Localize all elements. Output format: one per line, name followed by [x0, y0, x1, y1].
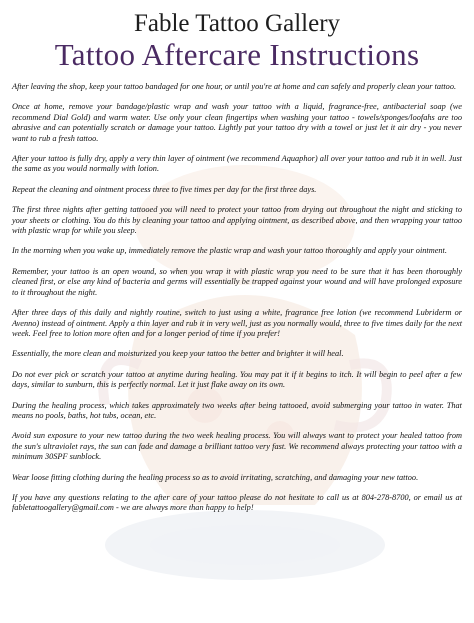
paragraph: Once at home, remove your bandage/plastic wrap and wash your tattoo with a liquid, fragrance-free, antibacterial soap (we recommend Dial Gold) and warm water. Use only your clean fingertips when washing your tattoo - towels/sponges/loofahs are too abrasive and can potentially scratch or damage your tattoo. Lightly pat your tattoo dry with a towel or just let it air dry - you never want to rub a fresh tattoo.: [12, 102, 462, 143]
paragraph: In the morning when you wake up, immediately remove the plastic wrap and wash your tattoo thoroughly and apply your ointment.: [12, 246, 447, 256]
paragraph: After leaving the shop, keep your tattoo bandaged for one hour, or until you're at home and can safely and properly clean your tattoo.: [12, 82, 457, 91]
paragraph: Essentially, the more clean and moisturized you keep your tattoo the better and brighter it will heal.: [12, 349, 344, 359]
paragraph: Wear loose fitting clothing during the healing process so as to avoid irritating, scratching, and damaging your new tattoo.: [12, 472, 419, 482]
paragraph: Remember, your tattoo is an open wound, so when you wrap it with plastic wrap you need to be sure that it has been thoroughly cleaned first, or else any kind of bacteria and germs will essentially be trapped against your wound and will have prolonged exposure to it throughout the night.: [12, 266, 462, 297]
gallery-name: Fable Tattoo Gallery: [133, 10, 341, 37]
paragraph: During the healing process, which takes approximately two weeks after being tattooed, avoid submerging your tattoo in water. That means no pools, baths, hot tubs, ocean, etc.: [12, 400, 462, 420]
paragraph: After three days of this daily and nightly routine, switch to just using a white, fragrance free lotion (we recommend Lubriderm or Avenno) instead of ointment. Apply a thin layer and rub it in very well, just as you normally would, three to five times daily for the next week. Feel free to lotion more often and for a longer period of time if you prefer!: [12, 308, 462, 338]
document-title: Tattoo Aftercare Instructions: [54, 37, 420, 72]
paragraph: Avoid sun exposure to your new tattoo during the two week healing process. You will always want to protect your healed tattoo from the sun's ultraviolet rays, the sun can fade and damage a brilliant tattoo very fast. We recommend always protecting your tattoo with a minimum 30SPF sunblock.: [12, 431, 462, 462]
contact-paragraph: If you have any questions relating to the after care of your tattoo please do not hesitate to call us at 804-278-8700, or email us at fabletattoogallery@gmail.com - we are always more than happy to help!: [12, 492, 462, 513]
aftercare-document: [0, 10, 474, 514]
paragraph: The first three nights after getting tattooed you will need to protect your tattoo from drying out throughout the night and sticking to your sheets or clothing. You do this by cleaning your tattoo and applying ointment, as described above, and then wrapping your tattoo with plastic wrap for while you sleep.: [12, 205, 462, 236]
paragraph: Repeat the cleaning and ointment process three to five times per day for the first three days.: [12, 184, 317, 194]
paragraph: After your tattoo is fully dry, apply a very thin layer of ointment (we recommend Aquaphor) all over your tattoo and rub it in well. Just the same as you would normally with lotion.: [12, 154, 462, 174]
paragraph: Do not ever pick or scratch your tattoo at anytime during healing. You may pat it if it begins to itch. It will begin to peel after a few days, similar to sunburn, this is perfectly normal. Let it just flake away on its own.: [12, 369, 462, 390]
